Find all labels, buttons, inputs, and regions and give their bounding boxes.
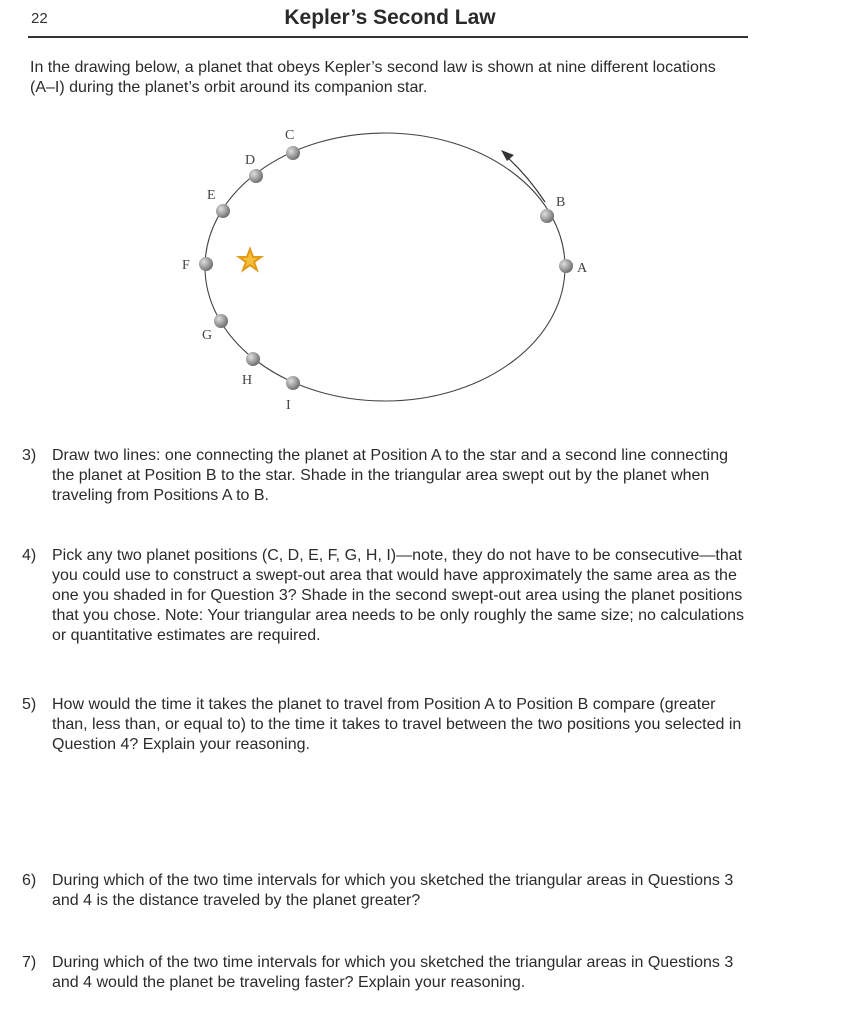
page-number: 22	[31, 10, 48, 27]
planet-g	[214, 314, 228, 328]
planet-b	[540, 209, 554, 223]
question-6	[22, 871, 747, 911]
label-b: B	[556, 195, 566, 210]
title-rule	[28, 36, 748, 38]
question-number: 4)	[22, 547, 37, 564]
planet-e	[216, 204, 230, 218]
star-icon	[239, 249, 261, 270]
intro-paragraph: In the drawing below, a planet that obeys Kepler’s second law is shown at nine different locations (A–I) during the planet’s orbit around its companion star.	[30, 59, 716, 96]
planet-c	[286, 146, 300, 160]
question-number: 6)	[22, 872, 37, 889]
question-4	[22, 546, 747, 646]
page-title: Kepler’s Second Law	[284, 6, 496, 29]
label-h: H	[242, 373, 253, 388]
planet-i	[286, 376, 300, 390]
question-text: How would the time it takes the planet to travel from Position A to Position B compare (greater than, less than, or equal to) to the time it takes to travel between the two positions you selected in Question 4? Explain your reasoning.	[52, 696, 742, 753]
orbit-diagram	[0, 110, 861, 420]
planet-d	[249, 169, 263, 183]
question-number: 3)	[22, 447, 37, 464]
question-text: Draw two lines: one connecting the planet at Position A to the star and a second line connecting the planet at Position B to the star. Shade in the triangular area swept out by the planet when traveling from Positions A to B.	[52, 447, 728, 504]
planet-h	[246, 352, 260, 366]
direction-arrow	[501, 150, 545, 202]
question-3	[22, 446, 747, 506]
label-c: C	[285, 128, 295, 143]
label-d: D	[245, 153, 256, 168]
question-number: 7)	[22, 954, 37, 971]
planet-a	[559, 259, 573, 273]
question-7	[22, 953, 747, 993]
label-g: G	[202, 328, 213, 343]
question-text: During which of the two time intervals for which you sketched the triangular areas in Questions 3 and 4 is the distance traveled by the planet greater?	[52, 872, 734, 909]
label-i: I	[286, 398, 291, 413]
label-f: F	[182, 258, 190, 273]
question-text: During which of the two time intervals for which you sketched the triangular areas in Questions 3 and 4 would the planet be traveling faster? Explain your reasoning.	[52, 954, 734, 991]
planet-f	[199, 257, 213, 271]
label-a: A	[577, 261, 588, 276]
question-number: 5)	[22, 696, 37, 713]
question-5	[22, 695, 747, 755]
label-e: E	[207, 188, 216, 203]
question-text: Pick any two planet positions (C, D, E, F, G, H, I)—note, they do not have to be consecutive—that you could use to construct a swept-out area that would have approximately the same area as the one you shaded in for Question 3? Shade in the second swept-out area using the planet positions that you chose. Note: Your triangular area needs to be only roughly the same size; no calculations or quantitative estimates are required.	[52, 547, 744, 644]
